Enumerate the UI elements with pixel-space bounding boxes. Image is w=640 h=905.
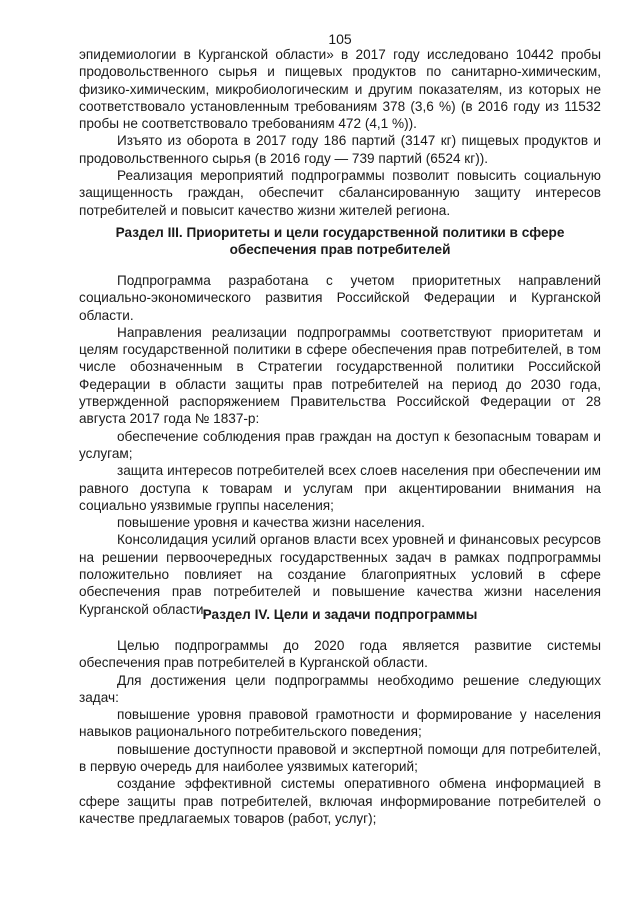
section-4-body: [79, 637, 601, 827]
section-3-list-item-1: обеспечение соблюдения прав граждан на доступ к безопасным товарам и услугам;: [79, 428, 601, 461]
intro-paragraph-3: Реализация мероприятий подпрограммы позволит повысить социальную защищенность граждан, обеспечит сбалансированную защиту интересов потребителей и повысит качество жизни жителей региона.: [79, 168, 601, 218]
intro-paragraph-1: эпидемиологии в Курганской области» в 2017 году исследовано 10442 пробы продовольственного сырья и пищевых продуктов по санитарно-химическим, физико-химическим, микробиологическим и другим показателям, из которых не соответствовало установленным требованиям 378 (3,6 %) (в 2016 году из 11532 пробы не соответствовало требованиям 472 (4,1 %)).: [79, 47, 601, 132]
section-3-list-item-2: защита интересов потребителей всех слоев населения при обеспечении им равного доступа к товарам и услугам при акцентировании внимания на социально уязвимые группы населения;: [79, 463, 601, 513]
intro-paragraph-2: Изъято из оборота в 2017 году 186 партий (3147 кг) пищевых продуктов и продовольственного сырья (в 2016 году — 739 партий (6524 кг)).: [79, 133, 601, 166]
section-3-heading: [79, 224, 601, 259]
intro-block: [79, 46, 601, 219]
section-4-heading: Раздел IV. Цели и задачи подпрограммы: [202, 607, 478, 622]
section-3-paragraph-2: Направления реализации подпрограммы соответствуют приоритетам и целям государственной политики в сфере обеспечения прав потребителей, в том числе обозначенным в Стратегии государственной политики Российской Федерации в области защиты прав потребителей на период до 2030 года, утвержденной распоряжением Правительства Российской Федерации от 28 августа 2017 года № 1837-р:: [79, 324, 601, 427]
section-3-paragraph-3: Консолидация усилий органов власти всех уровней и финансовых ресурсов на решении первоочередных государственных задач в рамках подпрограммы положительно повлияет на создание благоприятных условий в сфере обеспечения прав потребителей и повышение качества жизни населения Курганской области.: [79, 532, 601, 617]
section-3-body: [79, 272, 601, 618]
section-3-heading-line-2: обеспечения прав потребителей: [229, 242, 451, 258]
section-4-list-item-2: повышение доступности правовой и экспертной помощи для потребителей, в первую очередь для наиболее уязвимых категорий;: [79, 741, 601, 775]
section-4-paragraph-1: Целью подпрограммы до 2020 года является развитие системы обеспечения прав потребителей в Курганской области.: [79, 638, 601, 671]
section-3-paragraph-1: Подпрограмма разработана с учетом приоритетных направлений социально-экономического развития Российской Федерации и Курганской области.: [79, 273, 601, 323]
section-4-list-item-1: повышение уровня правовой грамотности и формирование у населения навыков рационального потребительского поведения;: [79, 707, 601, 740]
section-3-heading-line-1: Раздел III. Приоритеты и цели государственной политики в сфере: [115, 225, 565, 240]
section-4-list-item-3: создание эффективной системы оперативного обмена информацией в сфере защиты прав потребителей, включая информирование потребителей о качестве предлагаемых товаров (работ, услуг);: [79, 776, 601, 826]
page-number: 105: [328, 31, 352, 47]
section-3-list-item-3: повышение уровня и качества жизни населения.: [117, 515, 425, 531]
section-4-paragraph-2: Для достижения цели подпрограммы необходимо решение следующих задач:: [79, 672, 601, 705]
